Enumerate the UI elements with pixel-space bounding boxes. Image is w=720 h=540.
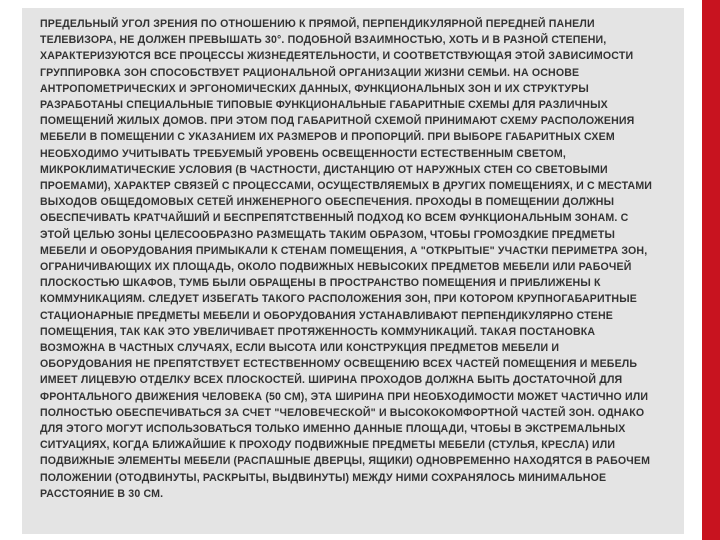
body-text: ПРЕДЕЛЬНЫЙ УГОЛ ЗРЕНИЯ ПО ОТНОШЕНИЮ К ПРЯМОЙ, ПЕРПЕНДИКУЛЯРНОЙ ПЕРЕДНЕЙ ПАНЕЛИ ТЕЛЕВИЗОРА, НЕ ДОЛЖЕН ПРЕВЫШАТЬ 30°. ПОДОБНОЙ ВЗАИМНОСТЬЮ, ХОТЬ И В РАЗНОЙ СТЕПЕНИ, ХАРАКТЕРИЗУЮТСЯ ВСЕ ПРОЦЕССЫ ЖИЗНЕДЕЯТЕЛЬНОСТИ, И СООТВЕТСТВУЮЩАЯ ЭТОЙ ЗАВИСИМОСТИ ГРУППИРОВКА ЗОН СПОСОБСТВУЕТ РАЦИОНАЛЬНОЙ ОРГАНИЗАЦИИ ЖИЗНИ СЕМЬИ. НА ОСНОВЕ АНТРОПОМЕТРИЧЕСКИХ И ЭРГОНОМИЧЕСКИХ ДАННЫХ, ФУНКЦИОНАЛЬНЫХ ЗОН И ИХ СТРУКТУРЫ РАЗРАБОТАНЫ СПЕЦИАЛЬНЫЕ ТИПОВЫЕ ФУНКЦИОНАЛЬНЫЕ ГАБАРИТНЫЕ СХЕМЫ ДЛЯ РАЗЛИЧНЫХ ПОМЕЩЕНИЙ ЖИЛЫХ ДОМОВ. ПРИ ЭТОМ ПОД ГАБАРИТНОЙ СХЕМОЙ ПРИНИМАЮТ СХЕМУ РАСПОЛОЖЕНИЯ МЕБЕЛИ В ПОМЕЩЕНИИ С УКАЗАНИЕМ ИХ РАЗМЕРОВ И ПРОПОРЦИЙ. ПРИ ВЫБОРЕ ГАБАРИТНЫХ СХЕМ НЕОБХОДИМО УЧИТЫВАТЬ ТРЕБУЕМЫЙ УРОВЕНЬ ОСВЕЩЕННОСТИ ЕСТЕСТВЕННЫМ СВЕТОМ, МИКРОКЛИМАТИЧЕСКИЕ УСЛОВИЯ (В ЧАСТНОСТИ, ДИСТАНЦИЮ ОТ НАРУЖНЫХ СТЕН СО СВЕТОВЫМИ ПРОЕМАМИ), ХАРАКТЕР СВЯЗЕЙ С ПРОЦЕССАМИ, ОСУЩЕСТВЛЯЕМЫХ В ДРУГИХ ПОМЕЩЕНИЯХ, И С МЕСТАМИ ВЫХОДОВ ОБЩЕДОМОВЫХ СЕТЕЙ ИНЖЕНЕРНОГО ОБЕСПЕЧЕНИЯ. ПРОХОДЫ В ПОМЕЩЕНИИ ДОЛЖНЫ ОБЕСПЕЧИВАТЬ КРАТЧАЙШИЙ И БЕСПРЕПЯТСТВЕННЫЙ ПОДХОД КО ВСЕМ ФУНКЦИОНАЛЬНЫМ ЗОНАМ. С ЭТОЙ ЦЕЛЬЮ ЗОНЫ ЦЕЛЕСООБРАЗНО РАЗМЕЩАТЬ ТАКИМ ОБРАЗОМ, ЧТОБЫ ГРОМОЗДКИЕ ПРЕДМЕТЫ МЕБЕЛИ И ОБОРУДОВАНИЯ ПРИМЫКАЛИ К СТЕНАМ ПОМЕЩЕНИЯ, А "ОТКРЫТЫЕ" УЧАСТКИ ПЕРИМЕТРА ЗОН, ОГРАНИЧИВАЮЩИХ ИХ ПЛОЩАДЬ, ОКОЛО ПОДВИЖНЫХ НЕВЫСОКИХ ПРЕДМЕТОВ МЕБЕЛИ ИЛИ РАБОЧЕЙ ПЛОСКОСТЬЮ ШКАФОВ, ТУМБ БЫЛИ ОБРАЩЕНЫ В ПРОСТРАНСТВО ПОМЕЩЕНИЯ И ПРИБЛИЖЕНЫ К КОММУНИКАЦИЯМ. СЛЕДУЕТ ИЗБЕГАТЬ ТАКОГО РАСПОЛОЖЕНИЯ ЗОН, ПРИ КОТОРОМ КРУПНОГАБАРИТНЫЕ СТАЦИОНАРНЫЕ ПРЕДМЕТЫ МЕБЕЛИ И ОБОРУДОВАНИЯ УСТАНАВЛИВАЮТ ПЕРПЕНДИКУЛЯРНО СТЕНЕ ПОМЕЩЕНИЯ, ТАК КАК ЭТО УВЕЛИЧИВАЕТ ПРОТЯЖЕННОСТЬ КОММУНИКАЦИЙ. ТАКАЯ ПОСТАНОВКА ВОЗМОЖНА В ЧАСТНЫХ СЛУЧАЯХ, ЕСЛИ ВЫСОТА ИЛИ КОНСТРУКЦИЯ ПРЕДМЕТОВ МЕБЕЛИ И ОБОРУДОВАНИЯ НЕ ПРЕПЯТСТВУЕТ ЕСТЕСТВЕННОМУ ОСВЕЩЕНИЮ ВСЕХ ЧАСТЕЙ ПОМЕЩЕНИЯ И МЕБЕЛЬ ИМЕЕТ ЛИЦЕВУЮ ОТДЕЛКУ ВСЕХ ПЛОСКОСТЕЙ. ШИРИНА ПРОХОДОВ ДОЛЖНА БЫТЬ ДОСТАТОЧНОЙ ДЛЯ ФРОНТАЛЬНОГО ДВИЖЕНИЯ ЧЕЛОВЕКА (50 СМ), ЭТА ШИРИНА ПРИ НЕОБХОДИМОСТИ МОЖЕТ ЧАСТИЧНО ИЛИ ПОЛНОСТЬЮ ОБЕСПЕЧИВАТЬСЯ ЗА СЧЕТ "ЧЕЛОВЕЧЕСКОЙ" И ВЫСОКОКОМФОРТНОЙ ЧАСТЕЙ ЗОН. ОДНАКО ДЛЯ ЭТОГО МОГУТ ИСПОЛЬЗОВАТЬСЯ ТОЛЬКО ИМЕННО ДАННЫЕ ПЛОЩАДИ, ЧТОБЫ В ЭКСТРЕМАЛЬНЫХ СИТУАЦИЯХ, КОГДА БЛИЖАЙШИЕ К ПРОХОДУ ПОДВИЖНЫЕ ПРЕДМЕТЫ МЕБЕЛИ (СТУЛЬЯ, КРЕСЛА) ИЛИ ПОДВИЖНЫЕ ЭЛЕМЕНТЫ МЕБЕЛИ (РАСПАШНЫЕ ДВЕРЦЫ, ЯЩИКИ) ОДНОВРЕМЕННО НАХОДЯТСЯ В РАБОЧЕМ ПОЛОЖЕНИИ (ОТОДВИНУТЫ, РАСКРЫТЫ, ВЫДВИНУТЫ) МЕЖДУ НИМИ СОХРАНЯЛОСЬ МИНИМАЛЬНОЕ РАССТОЯНИЕ В 30 СМ. bbox=[40, 18, 653, 500]
accent-bar bbox=[702, 0, 720, 540]
